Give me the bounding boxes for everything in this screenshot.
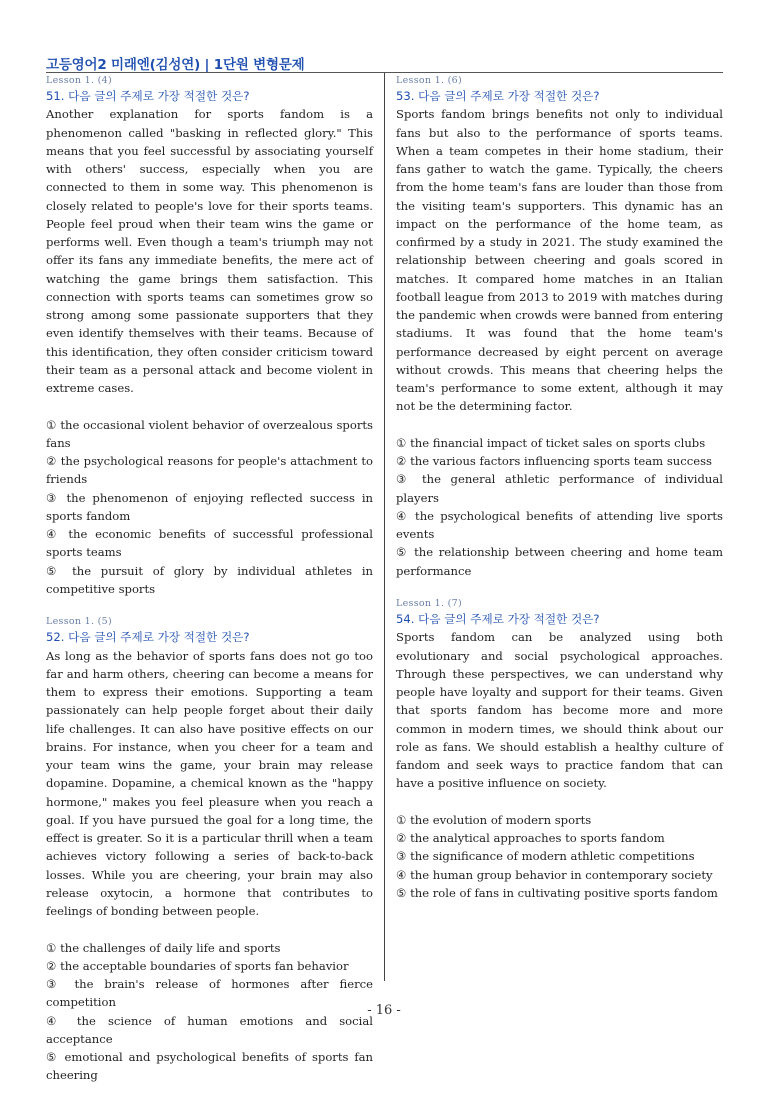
option-1[interactable]: ① the evolution of modern sports (396, 812, 592, 827)
option-list (46, 416, 373, 599)
question-passage: Sports fandom can be analyzed using both evolutionary and social psychological approaches. Through these perspectives, we can understand why people have loyalty and support for their teams. Given that sports fandom has become more and more common in modern times, we should think about our role as fans. We should establish a healthy culture of fandom and seek ways to practice fandom that can have a positive influence on society. (396, 630, 723, 791)
option-5[interactable]: ⑤ emotional and psychological benefits of sports fan cheering (46, 1050, 373, 1083)
option-list (396, 811, 723, 902)
option-2[interactable]: ② the psychological reasons for people's attachment to friends (46, 454, 373, 487)
lesson-label: Lesson 1. (7) (396, 598, 462, 609)
option-3[interactable]: ③ the brain's release of hormones after fierce competition (46, 977, 373, 1010)
question-53 (396, 75, 723, 580)
right-column (396, 75, 723, 920)
option-5[interactable]: ⑤ the role of fans in cultivating positive sports fandom (396, 885, 718, 900)
question-54 (396, 598, 723, 902)
option-4[interactable]: ④ the economic benefits of successful professional sports teams (46, 527, 373, 560)
lesson-label: Lesson 1. (6) (396, 75, 462, 86)
option-5[interactable]: ⑤ the relationship between cheering and home team performance (396, 545, 723, 578)
option-2[interactable]: ② the analytical approaches to sports fandom (396, 831, 665, 845)
option-4[interactable]: ④ the science of human emotions and social acceptance (46, 1013, 373, 1046)
page-number: - 16 - (367, 1003, 401, 1018)
question-title: 54. 다음 글의 주제로 가장 적절한 것은? (396, 612, 600, 626)
question-passage: Another explanation for sports fandom is a phenomenon called "basking in reflected glory." This means that you feel successful by associating yourself with others' success, especially when you are connected to them in some way. This phenomenon is closely related to people's love for their sports teams. People feel proud when their team wins the game or performs well. Even though a team's triumph may not offer its fans any immediate benefits, the mere act of watching the game brings them satisfaction. This connection with sports teams can sometimes grow so strong among some passionate supporters that they even identify themselves with their teams. Because of this identification, they often consider criticism toward their team as a personal attack and become violent in extreme cases. (46, 107, 373, 395)
question-51 (46, 75, 373, 598)
left-column (46, 75, 373, 1103)
question-title: 51. 다음 글의 주제로 가장 적절한 것은? (46, 89, 250, 103)
option-3[interactable]: ③ the general athletic performance of individual players (396, 472, 723, 505)
option-4[interactable]: ④ the human group behavior in contemporary society (396, 867, 713, 882)
option-5[interactable]: ⑤ the pursuit of glory by individual athletes in competitive sports (46, 563, 373, 596)
option-1[interactable]: ① the challenges of daily life and sports (46, 940, 281, 955)
option-2[interactable]: ② the acceptable boundaries of sports fan behavior (46, 958, 349, 973)
option-2[interactable]: ② the various factors influencing sports team success (396, 454, 712, 468)
page-header-title: 고등영어2 미래엔(김성연) | 1단원 변형문제 (46, 57, 305, 73)
option-3[interactable]: ③ the phenomenon of enjoying reflected success in sports fandom (46, 490, 373, 523)
question-passage: As long as the behavior of sports fans does not go too far and harm others, cheering can become a means for them to express their emotions. Supporting a team passionately can help people forget about their daily life challenges. It can also have positive effects on our brains. For instance, when you cheer for a team and your team wins the game, your brain may release dopamine. Dopamine, a chemical known as the "happy hormone," makes you feel pleasure when you reach a goal. If you have pursued the goal for a long time, the effect is greater. So it is a particular thrill when a team achieves victory following a series of back-to-back losses. While you are cheering, your brain may also release oxytocin, a hormone that contributes to feelings of bonding between people. (46, 648, 373, 918)
lesson-label: Lesson 1. (5) (46, 616, 112, 628)
lesson-label: Lesson 1. (4) (46, 75, 112, 86)
option-list (396, 434, 723, 580)
question-passage: Sports fandom brings benefits not only to individual fans but also to the performance of sports teams. When a team competes in their home stadium, their fans gather to watch the game. Typically, the cheers from the home team's fans are louder than those from the visiting team's supporters. This dynamic has an impact on the performance of the home team, as confirmed by a study in 2021. The study examined the relationship between cheering and goals scored in matches. It compared home matches in an Italian football league from 2013 to 2019 with matches during the pandemic when crowds were banned from entering stadiums. It was found that the home team's performance decreased by eight percent on average without crowds. This means that cheering helps the team's performance to some extent, although it may not be the determining factor. (396, 107, 723, 414)
question-title: 53. 다음 글의 주제로 가장 적절한 것은? (396, 89, 600, 103)
option-1[interactable]: ① the financial impact of ticket sales on sports clubs (396, 435, 706, 450)
option-3[interactable]: ③ the significance of modern athletic competitions (396, 849, 695, 864)
question-title: 52. 다음 글의 주제로 가장 적절한 것은? (46, 630, 250, 645)
option-1[interactable]: ① the occasional violent behavior of overzealous sports fans (46, 417, 373, 450)
option-4[interactable]: ④ the psychological benefits of attending live sports events (396, 508, 723, 541)
column-divider (384, 73, 385, 981)
